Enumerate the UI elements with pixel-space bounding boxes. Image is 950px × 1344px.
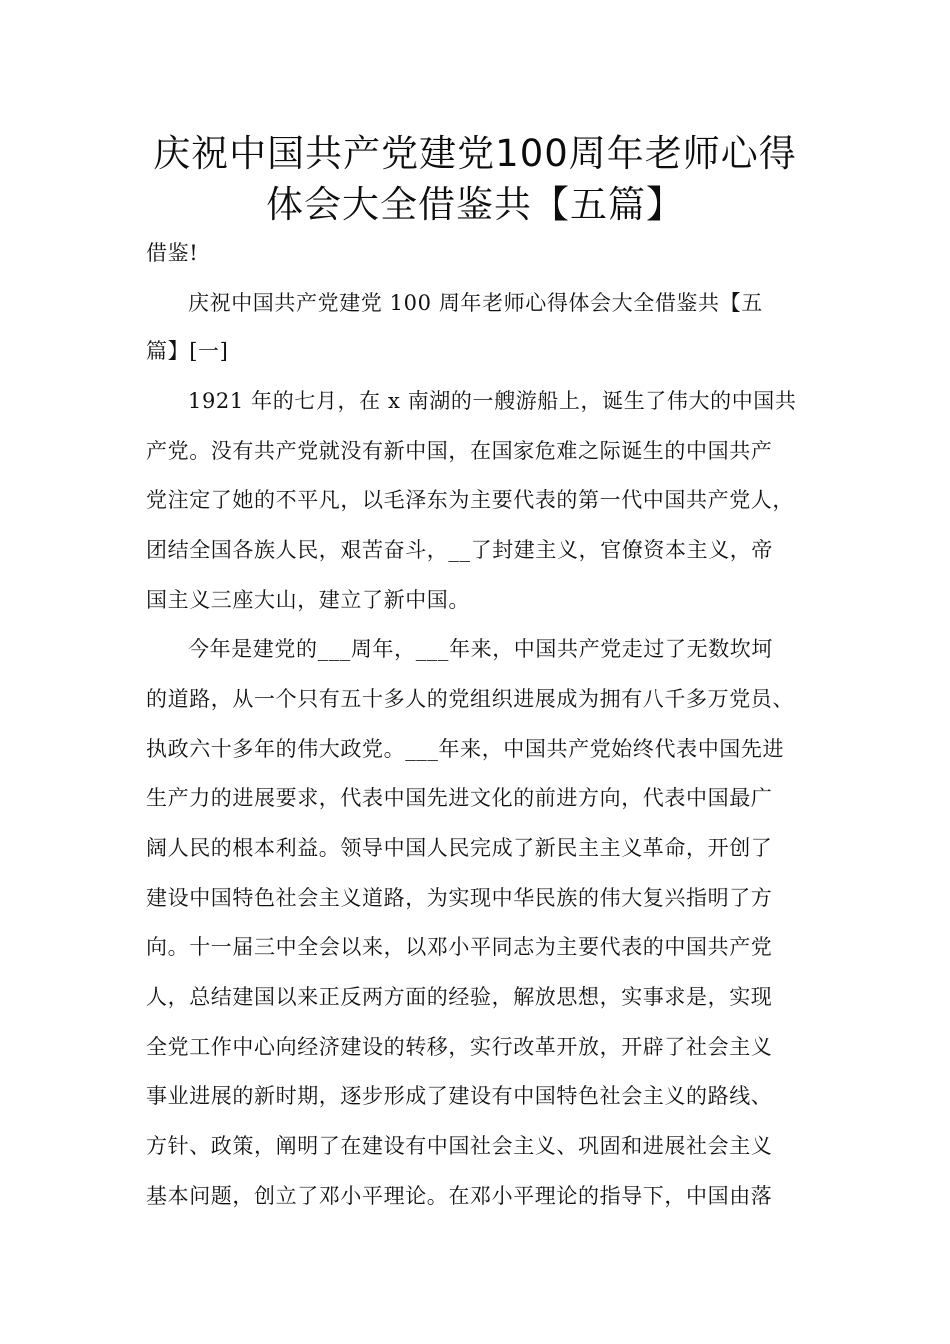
- body-line-11: 生产力的进展要求，代表中国先进文化的前进方向，代表中国最广: [146, 786, 773, 810]
- body-line-14: 向。十一届三中全会以来，以邓小平同志为主要代表的中国共产党: [146, 935, 773, 959]
- body-line-9: 的道路，从一个只有五十多人的党组织进展成为拥有八千多万党员、: [146, 687, 794, 711]
- body-line-12: 阔人民的根本利益。领导中国人民完成了新民主主义革命，开创了: [146, 836, 773, 860]
- document-title-line-1: 庆祝中国共产党建党100周年老师心得: [153, 132, 797, 175]
- body-line-1: 庆祝中国共产党建党 100 周年老师心得体会大全借鉴共【五: [188, 291, 763, 315]
- body-line-19: 基本问题，创立了邓小平理论。在邓小平理论的指导下，中国由落: [146, 1184, 773, 1208]
- body-line-17: 事业进展的新时期，逐步形成了建设有中国特色社会主义的路线、: [146, 1084, 773, 1108]
- body-line-3: 1921 年的七月，在 x 南湖的一艘游船上，诞生了伟大的中国共: [188, 389, 797, 413]
- document-title-line-2: 体会大全借鉴共【五篇】: [266, 183, 684, 226]
- body-line-6: 团结全国各族人民，艰苦奋斗，__了封建主义，官僚资本主义，帝: [146, 538, 773, 562]
- body-line-0: 借鉴!: [146, 241, 199, 265]
- body-line-4: 产党。没有共产党就没有新中国，在国家危难之际诞生的中国共产: [146, 439, 773, 463]
- body-line-2: 篇】[一]: [146, 339, 229, 363]
- body-line-13: 建设中国特色社会主义道路，为实现中华民族的伟大复兴指明了方: [146, 886, 773, 910]
- body-line-10: 执政六十多年的伟大政党。___年来，中国共产党始终代表中国先进: [146, 737, 785, 761]
- body-line-5: 党注定了她的不平凡，以毛泽东为主要代表的第一代中国共产党人，: [146, 488, 794, 512]
- body-line-8: 今年是建党的___周年，___年来，中国共产党走过了无数坎坷: [188, 637, 773, 661]
- body-line-18: 方针、政策，阐明了在建设有中国社会主义、巩固和进展社会主义: [146, 1134, 773, 1158]
- body-line-15: 人，总结建国以来正反两方面的经验，解放思想，实事求是，实现: [146, 985, 773, 1009]
- body-line-16: 全党工作中心向经济建设的转移，实行改革开放，开辟了社会主义: [146, 1035, 773, 1059]
- body-line-7: 国主义三座大山，建立了新中国。: [146, 588, 470, 612]
